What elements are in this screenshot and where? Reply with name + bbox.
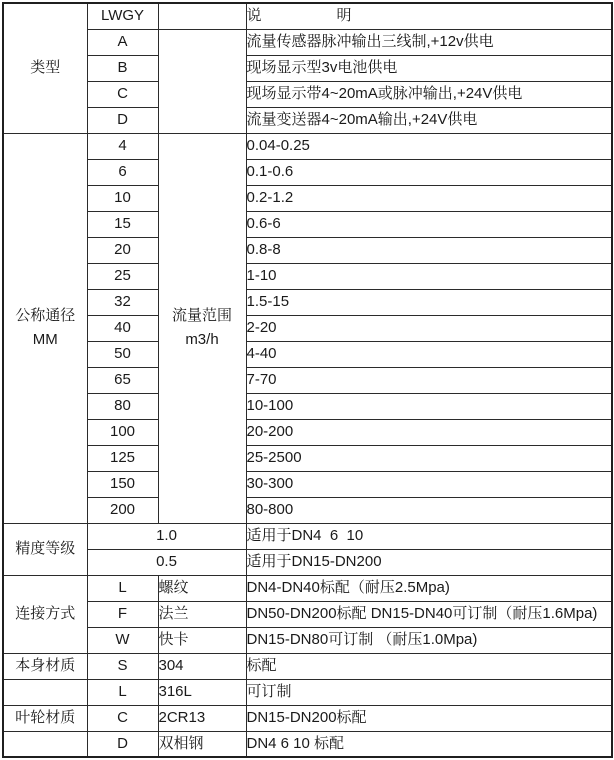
flow-range-value: 1-10 xyxy=(246,263,612,289)
impeller-material-name: 双相钢 xyxy=(158,731,246,757)
dn-value: 25 xyxy=(87,263,158,289)
table-row xyxy=(3,263,612,289)
section-label-connection: 连接方式 xyxy=(3,575,87,653)
table-row xyxy=(3,29,612,55)
diameter-label-line2: MM xyxy=(32,331,58,348)
flow-range-value: 7-70 xyxy=(246,367,612,393)
dn-value: 10 xyxy=(87,185,158,211)
connection-desc: DN15-DN80可订制 （耐压1.0Mpa) xyxy=(246,627,612,653)
section-label-accuracy: 精度等级 xyxy=(3,523,87,575)
section-label-impeller-material: 叶轮材质 xyxy=(3,705,87,731)
table-row xyxy=(3,81,612,107)
table-row xyxy=(3,367,612,393)
dn-value: 65 xyxy=(87,367,158,393)
table-row xyxy=(3,471,612,497)
table-row xyxy=(3,601,612,627)
table-row xyxy=(3,497,612,523)
dn-value: 6 xyxy=(87,159,158,185)
empty-cell xyxy=(3,731,87,757)
table-row xyxy=(3,211,612,237)
table-row xyxy=(3,185,612,211)
impeller-material-code: C xyxy=(87,705,158,731)
type-desc-a: 流量传感器脉冲输出三线制,+12v供电 xyxy=(246,29,612,55)
dn-value: 4 xyxy=(87,133,158,159)
connection-name: 螺纹 xyxy=(158,575,246,601)
flow-range-value: 0.1-0.6 xyxy=(246,159,612,185)
type-desc-c: 现场显示带4~20mA或脉冲输出,+24V供电 xyxy=(246,81,612,107)
flow-range-value: 0.8-8 xyxy=(246,237,612,263)
table-row xyxy=(3,445,612,471)
table-row xyxy=(3,289,612,315)
type-code-b: B xyxy=(87,55,158,81)
flow-range-value: 1.5-15 xyxy=(246,289,612,315)
impeller-material-desc: DN4 6 10 标配 xyxy=(246,731,612,757)
impeller-material-desc: DN15-DN200标配 xyxy=(246,705,612,731)
table-row xyxy=(3,679,612,705)
section-label-body-material: 本身材质 xyxy=(3,653,87,679)
impeller-material-code: D xyxy=(87,731,158,757)
flow-range-value: 25-2500 xyxy=(246,445,612,471)
body-material-code: L xyxy=(87,679,158,705)
dn-value: 15 xyxy=(87,211,158,237)
flow-range-label-line2: m3/h xyxy=(185,331,219,348)
type-code-c: C xyxy=(87,81,158,107)
flow-range-value: 0.2-1.2 xyxy=(246,185,612,211)
flow-range-value: 2-20 xyxy=(246,315,612,341)
type-code-d: D xyxy=(87,107,158,133)
accuracy-value: 1.0 xyxy=(87,523,246,549)
body-material-desc: 标配 xyxy=(246,653,612,679)
table-row xyxy=(3,419,612,445)
section-label-diameter xyxy=(3,133,87,523)
flow-range-label-line1: 流量范围 xyxy=(171,307,232,324)
connection-name: 法兰 xyxy=(158,601,246,627)
type-header-desc: 说 明 xyxy=(246,3,612,29)
flow-range-label xyxy=(158,133,246,523)
flow-range-value: 10-100 xyxy=(246,393,612,419)
table-row xyxy=(3,107,612,133)
dn-value: 150 xyxy=(87,471,158,497)
table-row xyxy=(3,523,612,549)
flow-range-value: 80-800 xyxy=(246,497,612,523)
empty-cell xyxy=(158,29,246,133)
dn-value: 100 xyxy=(87,419,158,445)
section-label-type: 类型 xyxy=(3,3,87,133)
impeller-material-name: 2CR13 xyxy=(158,705,246,731)
connection-desc: DN50-DN200标配 DN15-DN40可订制（耐压1.6Mpa) xyxy=(246,601,612,627)
flow-range-value: 20-200 xyxy=(246,419,612,445)
body-material-name: 304 xyxy=(158,653,246,679)
connection-code: F xyxy=(87,601,158,627)
dn-value: 32 xyxy=(87,289,158,315)
dn-value: 125 xyxy=(87,445,158,471)
type-header-code: LWGY xyxy=(87,3,158,29)
connection-code: W xyxy=(87,627,158,653)
table-row xyxy=(3,653,612,679)
body-material-desc: 可订制 xyxy=(246,679,612,705)
table-row xyxy=(3,627,612,653)
dn-value: 50 xyxy=(87,341,158,367)
accuracy-desc: 适用于DN4 6 10 xyxy=(246,523,612,549)
table-row xyxy=(3,55,612,81)
flow-range-value: 0.04-0.25 xyxy=(246,133,612,159)
type-code-a: A xyxy=(87,29,158,55)
flowmeter-spec-table xyxy=(2,2,613,758)
diameter-label-line1: 公称通径 xyxy=(15,307,76,324)
table-row xyxy=(3,575,612,601)
connection-code: L xyxy=(87,575,158,601)
connection-name: 快卡 xyxy=(158,627,246,653)
table-row xyxy=(3,705,612,731)
table-row xyxy=(3,3,612,29)
table-row xyxy=(3,341,612,367)
empty-cell xyxy=(158,3,246,29)
dn-value: 200 xyxy=(87,497,158,523)
accuracy-value: 0.5 xyxy=(87,549,246,575)
empty-cell xyxy=(3,679,87,705)
body-material-code: S xyxy=(87,653,158,679)
table-row xyxy=(3,159,612,185)
flow-range-value: 30-300 xyxy=(246,471,612,497)
dn-value: 40 xyxy=(87,315,158,341)
table-row xyxy=(3,315,612,341)
table-row xyxy=(3,549,612,575)
flow-range-value: 0.6-6 xyxy=(246,211,612,237)
table-row xyxy=(3,393,612,419)
dn-value: 80 xyxy=(87,393,158,419)
connection-desc: DN4-DN40标配（耐压2.5Mpa) xyxy=(246,575,612,601)
type-desc-d: 流量变送器4~20mA输出,+24V供电 xyxy=(246,107,612,133)
flow-range-value: 4-40 xyxy=(246,341,612,367)
table-row xyxy=(3,237,612,263)
table-row xyxy=(3,731,612,757)
dn-value: 20 xyxy=(87,237,158,263)
body-material-name: 316L xyxy=(158,679,246,705)
type-desc-b: 现场显示型3v电池供电 xyxy=(246,55,612,81)
accuracy-desc: 适用于DN15-DN200 xyxy=(246,549,612,575)
table-row xyxy=(3,133,612,159)
